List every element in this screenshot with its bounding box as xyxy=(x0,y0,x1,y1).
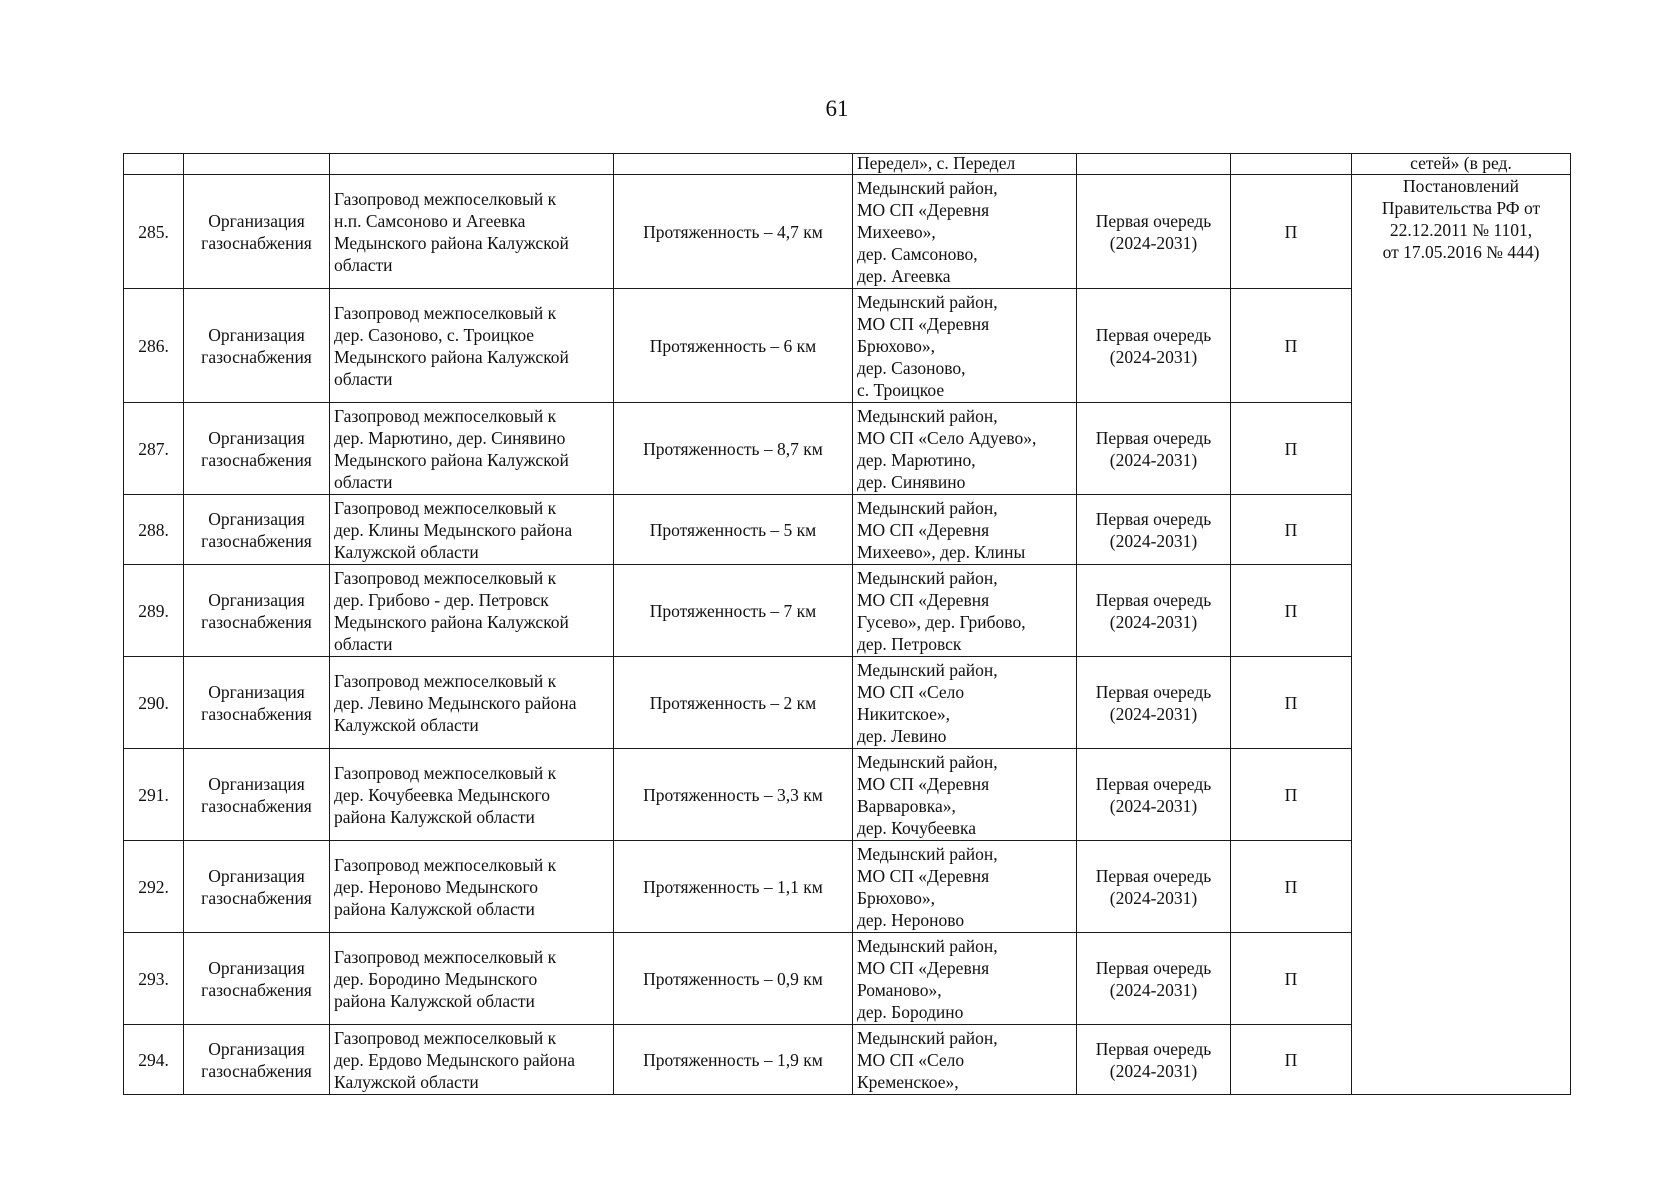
row-location-line: Медынский район, xyxy=(857,177,998,198)
row-location-line: МО СП «Деревня xyxy=(857,773,990,794)
basis-line: от 17.05.2016 № 444) xyxy=(1382,242,1540,262)
row-type-line: Организация xyxy=(208,681,305,702)
row-parameter: Протяженность – 3,3 км xyxy=(614,749,853,841)
row-type-line: газоснабжения xyxy=(201,887,312,908)
row-type-line: Организация xyxy=(208,957,305,978)
row-name xyxy=(330,495,614,565)
row-stage xyxy=(1077,657,1231,749)
row-type xyxy=(184,403,330,495)
cell-status xyxy=(1231,154,1352,175)
row-number: 293. xyxy=(124,933,184,1025)
row-location-line: Брюхово», xyxy=(857,335,936,356)
row-stage xyxy=(1077,565,1231,657)
row-type xyxy=(184,289,330,403)
row-stage xyxy=(1077,841,1231,933)
row-location-line: Медынский район, xyxy=(857,659,998,680)
row-type xyxy=(184,749,330,841)
row-location-line: Медынский район, xyxy=(857,935,998,956)
page-number: 61 xyxy=(825,96,849,121)
row-stage-line: (2024-2031) xyxy=(1109,795,1198,816)
row-name xyxy=(330,1025,614,1095)
row-stage xyxy=(1077,1025,1231,1095)
row-name-line: Газопровод межпоселковый к xyxy=(334,302,557,323)
row-number: 287. xyxy=(124,403,184,495)
row-type-line: Организация xyxy=(208,1038,305,1059)
continuation-row xyxy=(124,154,1571,175)
cell-name xyxy=(330,154,614,175)
row-location-line: дер. Петровск xyxy=(857,633,962,654)
row-status: П xyxy=(1231,495,1352,565)
row-type-line: Организация xyxy=(208,427,305,448)
row-name-line: Газопровод межпоселковый к xyxy=(334,405,557,426)
row-location xyxy=(853,749,1077,841)
cell-stage xyxy=(1077,154,1231,175)
row-name-line: района Калужской области xyxy=(334,806,535,827)
row-status: П xyxy=(1231,1025,1352,1095)
row-number: 291. xyxy=(124,749,184,841)
table-row xyxy=(124,175,1571,289)
row-type-line: Организация xyxy=(208,210,305,231)
row-type-line: газоснабжения xyxy=(201,703,312,724)
row-location-line: МО СП «Деревня xyxy=(857,865,990,886)
row-location-line: дер. Левино xyxy=(857,725,947,746)
row-type-line: Организация xyxy=(208,324,305,345)
continuation-location: Передел», с. Передел xyxy=(853,154,1077,175)
row-name-line: Медынского района Калужской xyxy=(334,232,569,253)
row-stage-line: Первая очередь xyxy=(1095,427,1212,448)
row-location-line: МО СП «Деревня xyxy=(857,313,990,334)
basis-line: Правительства РФ от xyxy=(1381,198,1541,218)
row-stage xyxy=(1077,933,1231,1025)
row-status: П xyxy=(1231,565,1352,657)
row-type-line: газоснабжения xyxy=(201,611,312,632)
row-stage-line: Первая очередь xyxy=(1095,681,1212,702)
row-stage-line: (2024-2031) xyxy=(1109,887,1198,908)
row-location xyxy=(853,289,1077,403)
row-type xyxy=(184,1025,330,1095)
row-name xyxy=(330,289,614,403)
continuation-basis: сетей» (в ред. xyxy=(1352,154,1571,175)
row-number: 285. xyxy=(124,175,184,289)
table-body xyxy=(124,154,1571,1095)
row-location-line: МО СП «Деревня xyxy=(857,589,990,610)
row-location xyxy=(853,495,1077,565)
row-location xyxy=(853,657,1077,749)
row-location-line: Михеево», дер. Клины xyxy=(857,541,1026,562)
row-name-line: дер. Клины Медынского района xyxy=(334,519,573,540)
row-location-line: дер. Сазоново, xyxy=(857,357,966,378)
row-name-line: н.п. Самсоново и Агеевка xyxy=(334,210,526,231)
row-location-line: Брюхово», xyxy=(857,887,936,908)
row-name-line: дер. Ердово Медынского района xyxy=(334,1049,575,1070)
row-stage xyxy=(1077,175,1231,289)
row-parameter: Протяженность – 8,7 км xyxy=(614,403,853,495)
row-name-line: дер. Сазоново, с. Троицкое xyxy=(334,324,535,345)
cell-type xyxy=(184,154,330,175)
row-status: П xyxy=(1231,749,1352,841)
row-stage-line: Первая очередь xyxy=(1095,1038,1212,1059)
row-status: П xyxy=(1231,289,1352,403)
cell-param xyxy=(614,154,853,175)
row-stage-line: (2024-2031) xyxy=(1109,530,1198,551)
row-number: 294. xyxy=(124,1025,184,1095)
row-location xyxy=(853,403,1077,495)
row-parameter: Протяженность – 4,7 км xyxy=(614,175,853,289)
row-stage-line: (2024-2031) xyxy=(1109,703,1198,724)
row-type-line: газоснабжения xyxy=(201,232,312,253)
row-location-line: дер. Марютино, xyxy=(857,449,976,470)
row-parameter: Протяженность – 1,1 км xyxy=(614,841,853,933)
row-number: 290. xyxy=(124,657,184,749)
row-name-line: района Калужской области xyxy=(334,898,535,919)
row-name-line: Медынского района Калужской xyxy=(334,611,569,632)
row-location-line: дер. Кочубеевка xyxy=(857,817,977,838)
cell-num xyxy=(124,154,184,175)
row-location-line: дер. Агеевка xyxy=(857,265,951,286)
row-location-line: МО СП «Село xyxy=(857,681,965,702)
row-name-line: дер. Нероново Медынского xyxy=(334,876,538,897)
row-type-line: Организация xyxy=(208,508,305,529)
row-parameter: Протяженность – 6 км xyxy=(614,289,853,403)
row-location-line: МО СП «Село Адуево», xyxy=(857,427,1037,448)
row-name xyxy=(330,749,614,841)
row-name-line: Медынского района Калужской xyxy=(334,449,569,470)
row-stage-line: (2024-2031) xyxy=(1109,232,1198,253)
row-stage xyxy=(1077,289,1231,403)
row-location xyxy=(853,175,1077,289)
row-type-line: газоснабжения xyxy=(201,795,312,816)
row-stage-line: (2024-2031) xyxy=(1109,449,1198,470)
row-type-line: газоснабжения xyxy=(201,530,312,551)
row-location-line: МО СП «Село xyxy=(857,1049,965,1070)
row-location-line: с. Троицкое xyxy=(857,379,945,400)
row-name xyxy=(330,175,614,289)
row-name-line: Газопровод межпоселковый к xyxy=(334,946,557,967)
row-location xyxy=(853,933,1077,1025)
row-location-line: Медынский район, xyxy=(857,843,998,864)
row-name-line: Калужской области xyxy=(334,541,479,562)
row-type xyxy=(184,657,330,749)
row-status: П xyxy=(1231,175,1352,289)
row-location-line: Михеево», xyxy=(857,221,936,242)
row-type xyxy=(184,841,330,933)
row-location-line: МО СП «Деревня xyxy=(857,199,990,220)
row-stage xyxy=(1077,495,1231,565)
row-location-line: МО СП «Деревня xyxy=(857,957,990,978)
row-name-line: Газопровод межпоселковый к xyxy=(334,188,557,209)
row-name-line: Газопровод межпоселковый к xyxy=(334,762,557,783)
row-parameter: Протяженность – 0,9 км xyxy=(614,933,853,1025)
row-number: 286. xyxy=(124,289,184,403)
row-location-line: Медынский район, xyxy=(857,567,998,588)
row-location-line: Никитское», xyxy=(857,703,950,724)
row-stage xyxy=(1077,749,1231,841)
row-name xyxy=(330,841,614,933)
row-stage-line: Первая очередь xyxy=(1095,210,1212,231)
row-stage-line: (2024-2031) xyxy=(1109,1060,1198,1081)
row-name-line: дер. Кочубеевка Медынского xyxy=(334,784,550,805)
row-parameter: Протяженность – 1,9 км xyxy=(614,1025,853,1095)
row-type-line: Организация xyxy=(208,865,305,886)
row-parameter: Протяженность – 7 км xyxy=(614,565,853,657)
row-number: 289. xyxy=(124,565,184,657)
row-location xyxy=(853,565,1077,657)
row-location-line: Романово», xyxy=(857,979,942,1000)
row-stage-line: Первая очередь xyxy=(1095,773,1212,794)
row-status: П xyxy=(1231,841,1352,933)
row-name-line: Калужской области xyxy=(334,1071,479,1092)
row-stage-line: Первая очередь xyxy=(1095,957,1212,978)
row-stage-line: (2024-2031) xyxy=(1109,611,1198,632)
row-name-line: Газопровод межпоселковый к xyxy=(334,854,557,875)
row-stage-line: Первая очередь xyxy=(1095,589,1212,610)
row-location-line: Медынский район, xyxy=(857,291,998,312)
row-basis xyxy=(1352,175,1571,1095)
row-number: 292. xyxy=(124,841,184,933)
row-type xyxy=(184,495,330,565)
row-type-line: газоснабжения xyxy=(201,979,312,1000)
row-name-line: Газопровод межпоселковый к xyxy=(334,1027,557,1048)
basis-line: Постановлений xyxy=(1403,176,1519,196)
row-name-line: области xyxy=(334,368,393,389)
row-name-line: Газопровод межпоселковый к xyxy=(334,567,557,588)
row-name-line: области xyxy=(334,471,393,492)
row-stage xyxy=(1077,403,1231,495)
objects-table xyxy=(123,153,1571,1095)
row-location xyxy=(853,1025,1077,1095)
row-name-line: области xyxy=(334,254,393,275)
basis-line: 22.12.2011 № 1101, xyxy=(1389,220,1533,240)
row-type xyxy=(184,175,330,289)
row-location-line: Варваровка», xyxy=(857,795,956,816)
row-type xyxy=(184,565,330,657)
row-status: П xyxy=(1231,933,1352,1025)
row-status: П xyxy=(1231,657,1352,749)
row-location xyxy=(853,841,1077,933)
row-name-line: дер. Грибово - дер. Петровск xyxy=(334,589,549,610)
row-location-line: Медынский район, xyxy=(857,497,998,518)
row-parameter: Протяженность – 5 км xyxy=(614,495,853,565)
row-name-line: Газопровод межпоселковый к xyxy=(334,670,557,691)
row-name-line: Калужской области xyxy=(334,714,479,735)
row-name-line: дер. Левино Медынского района xyxy=(334,692,577,713)
row-name-line: района Калужской области xyxy=(334,990,535,1011)
row-type-line: газоснабжения xyxy=(201,1060,312,1081)
row-location-line: дер. Бородино xyxy=(857,1001,964,1022)
row-type-line: газоснабжения xyxy=(201,346,312,367)
row-stage-line: Первая очередь xyxy=(1095,508,1212,529)
row-parameter: Протяженность – 2 км xyxy=(614,657,853,749)
row-name-line: дер. Марютино, дер. Синявино xyxy=(334,427,566,448)
row-location-line: Медынский район, xyxy=(857,405,998,426)
row-location-line: Гусево», дер. Грибово, xyxy=(857,611,1026,632)
row-name xyxy=(330,403,614,495)
row-name-line: дер. Бородино Медынского xyxy=(334,968,538,989)
row-number: 288. xyxy=(124,495,184,565)
row-type xyxy=(184,933,330,1025)
row-name-line: Медынского района Калужской xyxy=(334,346,569,367)
row-status: П xyxy=(1231,403,1352,495)
row-stage-line: Первая очередь xyxy=(1095,324,1212,345)
row-name-line: Газопровод межпоселковый к xyxy=(334,497,557,518)
row-name-line: области xyxy=(334,633,393,654)
row-name xyxy=(330,657,614,749)
row-stage-line: Первая очередь xyxy=(1095,865,1212,886)
row-location-line: дер. Синявино xyxy=(857,471,966,492)
row-name xyxy=(330,933,614,1025)
row-type-line: Организация xyxy=(208,589,305,610)
row-stage-line: (2024-2031) xyxy=(1109,346,1198,367)
row-stage-line: (2024-2031) xyxy=(1109,979,1198,1000)
row-location-line: Медынский район, xyxy=(857,1027,998,1048)
row-name xyxy=(330,565,614,657)
row-location-line: дер. Самсоново, xyxy=(857,243,978,264)
row-type-line: газоснабжения xyxy=(201,449,312,470)
row-type-line: Организация xyxy=(208,773,305,794)
row-location-line: дер. Нероново xyxy=(857,909,965,930)
row-location-line: Медынский район, xyxy=(857,751,998,772)
row-location-line: МО СП «Деревня xyxy=(857,519,990,540)
row-location-line: Кременское», xyxy=(857,1071,959,1092)
